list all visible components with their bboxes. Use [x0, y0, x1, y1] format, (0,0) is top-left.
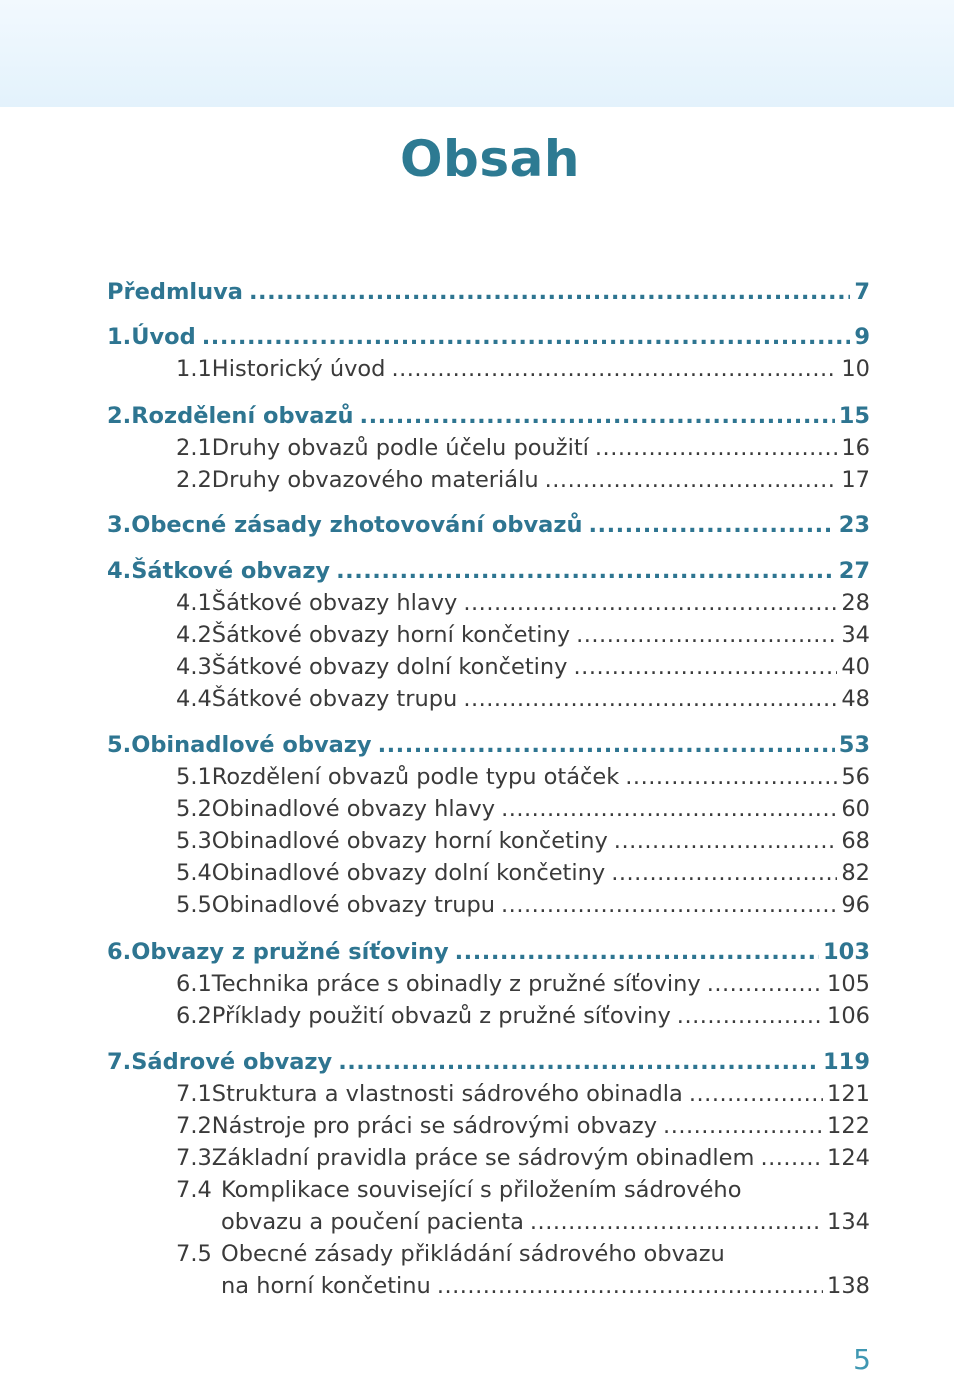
toc-page-number: 34 — [841, 622, 870, 648]
toc-entry-label: Druhy obvazů podle účelu použití — [211, 435, 589, 461]
toc-page-number: 40 — [841, 654, 870, 680]
toc-section-row[interactable] — [176, 465, 870, 495]
toc-entry-number: 7.4 — [176, 1177, 212, 1203]
toc-page-number: 10 — [841, 356, 870, 382]
toc-leader-dots — [760, 1143, 823, 1173]
toc-entry-label: Obinadlové obvazy horní končetiny — [211, 828, 608, 854]
toc-section-row[interactable] — [176, 1239, 870, 1269]
toc-leader-dots — [249, 277, 850, 307]
toc-page-number: 68 — [841, 828, 870, 854]
toc-entry-number: 7.3 — [176, 1145, 212, 1171]
toc-entry-label: Rozdělení obvazů podle typu otáček — [211, 764, 620, 790]
toc-chapter-row[interactable] — [107, 277, 870, 307]
toc-leader-dots — [501, 890, 837, 920]
toc-entry-number: 3. — [107, 512, 132, 538]
toc-page-number: 7 — [854, 279, 870, 305]
toc-section-row[interactable] — [176, 826, 870, 856]
toc-chapter-row[interactable] — [107, 401, 870, 431]
toc-entry-label: Předmluva — [107, 279, 243, 305]
toc-section-row[interactable] — [176, 354, 870, 384]
toc-section-row[interactable] — [176, 762, 870, 792]
toc-entry-number: 4.2 — [176, 622, 212, 648]
toc-entry-number: 5.3 — [176, 828, 212, 854]
toc-section-row[interactable] — [176, 1079, 870, 1109]
toc-entry-number: 2.1 — [176, 435, 212, 461]
toc-chapter-row[interactable] — [107, 556, 870, 586]
toc-section-row[interactable] — [176, 1143, 870, 1173]
toc-leader-dots — [202, 322, 851, 352]
toc-page-number: 9 — [854, 324, 870, 350]
toc-page-number: 48 — [841, 686, 870, 712]
toc-entry-label: Obinadlové obvazy dolní končetiny — [211, 860, 606, 886]
toc-entry-label: Obecné zásady zhotovování obvazů — [131, 512, 583, 538]
toc-entry-number: 6. — [107, 939, 132, 965]
toc-entry-label: Sádrové obvazy — [131, 1049, 333, 1075]
toc-section-row-continued[interactable] — [221, 1271, 870, 1301]
toc-leader-dots — [391, 354, 837, 384]
toc-entry-number: 6.2 — [176, 1003, 212, 1029]
toc-leader-dots — [595, 433, 837, 463]
toc-entry-number: 5.4 — [176, 860, 212, 886]
toc-leader-dots — [611, 858, 837, 888]
toc-entry-label: Druhy obvazového materiálu — [211, 467, 539, 493]
toc-page-number: 105 — [827, 971, 870, 997]
toc-leader-dots — [625, 762, 837, 792]
toc-leader-dots — [707, 969, 823, 999]
toc-entry-label: Šátkové obvazy dolní končetiny — [211, 654, 568, 680]
toc-section-row[interactable] — [176, 890, 870, 920]
toc-leader-dots — [378, 730, 835, 760]
toc-page-number: 53 — [838, 732, 870, 758]
toc-entry-label: Obecné zásady přikládání sádrového obvazu — [221, 1241, 725, 1267]
toc-entry-label: Základní pravidla práce se sádrovým obinadlem — [211, 1145, 755, 1171]
toc-leader-dots — [501, 794, 837, 824]
toc-page-number: 82 — [841, 860, 870, 886]
toc-page-number: 124 — [827, 1145, 870, 1171]
toc-page-number: 119 — [823, 1049, 870, 1075]
toc-page-number: 96 — [841, 892, 870, 918]
toc-page-number: 103 — [823, 939, 870, 965]
toc-entry-number: 4.1 — [176, 590, 212, 616]
toc-entry-label: Struktura a vlastnosti sádrového obinadla — [211, 1081, 683, 1107]
toc-leader-dots — [336, 556, 835, 586]
toc-leader-dots — [677, 1001, 823, 1031]
toc-section-row[interactable] — [176, 588, 870, 618]
toc-page-number: 138 — [827, 1273, 870, 1299]
toc-chapter-row[interactable] — [107, 730, 870, 760]
toc-entry-number: 5.1 — [176, 764, 212, 790]
toc-section-row[interactable] — [176, 684, 870, 714]
toc-section-row[interactable] — [176, 858, 870, 888]
toc-entry-number: 1.1 — [176, 356, 212, 382]
toc-leader-dots — [360, 401, 835, 431]
toc-entry-number: 4.3 — [176, 654, 212, 680]
toc-leader-dots — [689, 1079, 823, 1109]
toc-entry-label: Šátkové obvazy hlavy — [211, 590, 458, 616]
toc-page-number: 106 — [827, 1003, 870, 1029]
toc-leader-dots — [463, 588, 837, 618]
toc-page-number: 60 — [841, 796, 870, 822]
toc-page-number: 16 — [841, 435, 870, 461]
toc-entry-label-continued: na horní končetinu — [221, 1273, 431, 1299]
toc-entry-label-continued: obvazu a poučení pacienta — [221, 1209, 524, 1235]
toc-entry-number: 7.1 — [176, 1081, 212, 1107]
toc-entry-number: 7.5 — [176, 1241, 212, 1267]
toc-section-row-continued[interactable] — [221, 1207, 870, 1237]
toc-entry-label: Nástroje pro práci se sádrovými obvazy — [211, 1113, 658, 1139]
toc-leader-dots — [545, 465, 838, 495]
toc-leader-dots — [437, 1271, 823, 1301]
toc-entry-number: 4.4 — [176, 686, 212, 712]
toc-leader-dots — [455, 937, 819, 967]
toc-entry-number: 2.2 — [176, 467, 212, 493]
toc-page-number: 122 — [827, 1113, 870, 1139]
toc-section-row[interactable] — [176, 652, 870, 682]
toc-entry-number: 7. — [107, 1049, 132, 1075]
toc-entry-label: Obinadlové obvazy — [131, 732, 372, 758]
toc-entry-label: Obinadlové obvazy hlavy — [211, 796, 496, 822]
toc-entry-label: Šátkové obvazy — [131, 558, 331, 584]
toc-entry-label: Šátkové obvazy trupu — [211, 686, 458, 712]
toc-section-row[interactable] — [176, 433, 870, 463]
toc-section-row[interactable] — [176, 1175, 870, 1205]
toc-entry-number: 7.2 — [176, 1113, 212, 1139]
toc-entry-label: Úvod — [131, 324, 196, 350]
toc-chapter-row[interactable] — [107, 1047, 870, 1077]
toc-page-number: 23 — [838, 512, 870, 538]
toc-entry-number: 5.5 — [176, 892, 212, 918]
toc-page-number: 121 — [827, 1081, 870, 1107]
toc-entry-label: Komplikace související s přiložením sádrového — [221, 1177, 742, 1203]
toc-leader-dots — [463, 684, 837, 714]
toc-chapter-row[interactable] — [107, 510, 870, 540]
toc-section-row[interactable] — [176, 620, 870, 650]
toc-page-number: 56 — [841, 764, 870, 790]
toc-section-row[interactable] — [176, 1111, 870, 1141]
toc-page-number: 134 — [827, 1209, 870, 1235]
toc-leader-dots — [663, 1111, 823, 1141]
toc-entry-number: 1. — [107, 324, 132, 350]
toc-page-number: 27 — [838, 558, 870, 584]
toc-chapter-row[interactable] — [107, 937, 870, 967]
toc-leader-dots — [574, 652, 838, 682]
toc-section-row[interactable] — [176, 969, 870, 999]
toc-entry-label: Rozdělení obvazů — [131, 403, 354, 429]
toc-leader-dots — [338, 1047, 819, 1077]
toc-entry-label: Šátkové obvazy horní končetiny — [211, 622, 571, 648]
toc-entry-number: 5.2 — [176, 796, 212, 822]
toc-entry-number: 6.1 — [176, 971, 212, 997]
toc-entry-label: Historický úvod — [211, 356, 386, 382]
toc-entry-number: 5. — [107, 732, 132, 758]
toc-leader-dots — [530, 1207, 823, 1237]
toc-entry-number: 4. — [107, 558, 132, 584]
toc-entry-number: 2. — [107, 403, 132, 429]
toc-leader-dots — [588, 510, 834, 540]
toc-leader-dots — [614, 826, 838, 856]
page-title: Obsah — [400, 130, 580, 188]
toc-entry-label: Příklady použití obvazů z pružné síťoviny — [211, 1003, 671, 1029]
toc-entry-label: Obinadlové obvazy trupu — [211, 892, 496, 918]
toc-section-row[interactable] — [176, 794, 870, 824]
toc-chapter-row[interactable] — [107, 322, 870, 352]
toc-page-number: 28 — [841, 590, 870, 616]
toc-section-row[interactable] — [176, 1001, 870, 1031]
toc-leader-dots — [576, 620, 837, 650]
toc-entry-label: Technika práce s obinadly z pružné síťoviny — [211, 971, 701, 997]
toc-entry-label: Obvazy z pružné síťoviny — [131, 939, 449, 965]
toc-page-number: 17 — [841, 467, 870, 493]
page-number: 5 — [853, 1343, 871, 1376]
toc-page-number: 15 — [838, 403, 870, 429]
